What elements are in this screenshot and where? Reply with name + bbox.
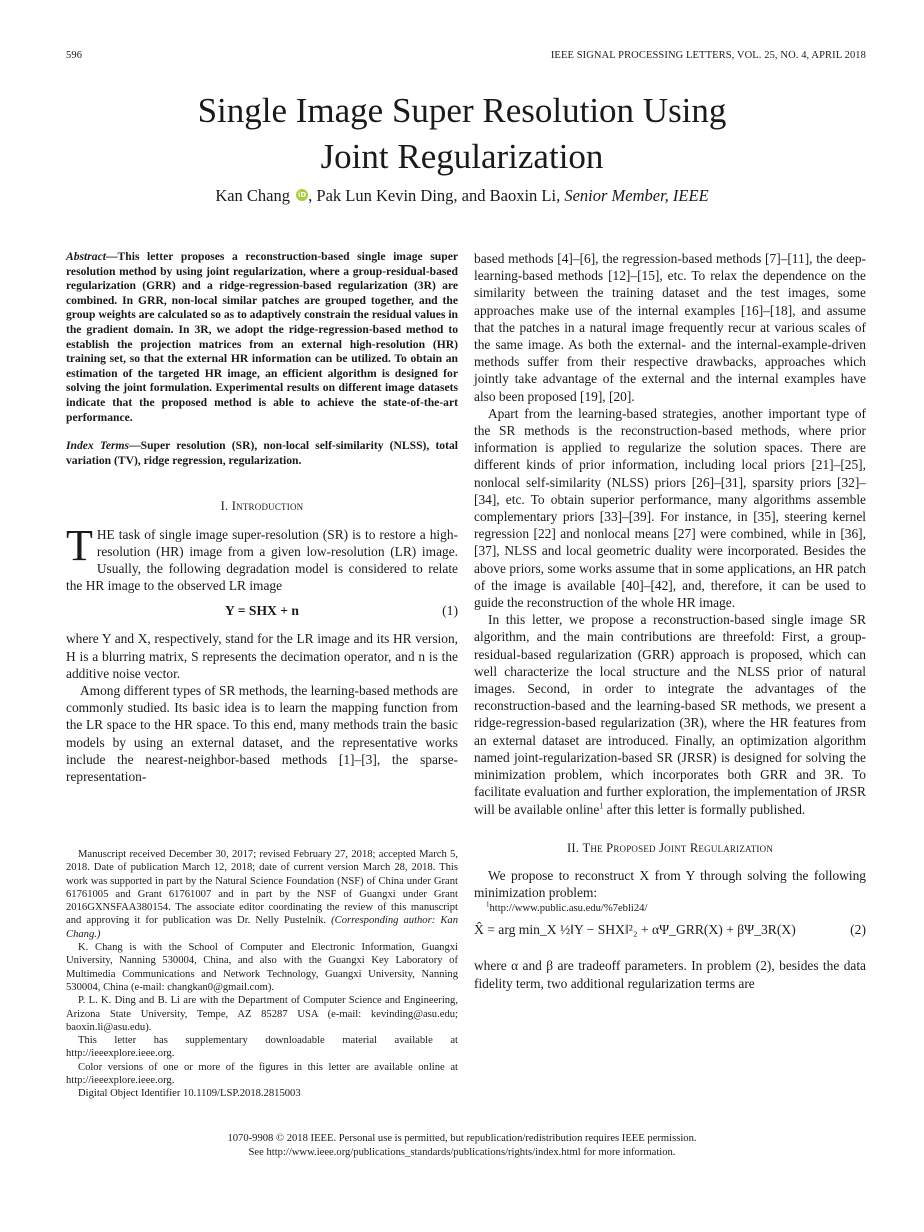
- intro-p1-text: HE task of single image super-resolution (SR) is to restore a high-resolution (HR) image from a given low-resolution (LR) image. Usually, the following degradation model is considered to relate the HR image to the observed LR image: [66, 526, 458, 594]
- right-p3-end: after this letter is formally published.: [603, 801, 806, 817]
- right-paragraph-5: where α and β are tradeoff parameters. In problem (2), besides the data fidelity term, two additional regularization terms are: [474, 958, 866, 991]
- index-terms-lead: Index Terms: [66, 439, 130, 453]
- right-p3-text: In this letter, we propose a reconstruction-based single image SR algorithm, and the main contributions are threefold: First, a group-residual-based regularization (GRR) approach is proposed, which can well characterize the local structure and the NLSS prior of natural images. Second, in order to integrate the advantages of the reconstruction-based and the learning-based SR methods, we present a ridge-regression-based regularization (3R), where the HR features from an external dataset are introduced. Finally, an optimization algorithm named joint-regularization-based SR (JRSR) is designed for solving the minimization problem, which incorporates both GRR and 3R. To facilitate evaluation and further exploration, the implementation of JRSR will be available online: [474, 612, 866, 817]
- left-column: [66, 250, 458, 785]
- page-number: 596: [66, 50, 83, 61]
- equation-1: [66, 602, 458, 622]
- intro-paragraph-2: where Y and X, respectively, stand for the LR image and its HR version, H is a blurring matrix, S represents the decimation operator, and n is the additive noise vector.: [66, 631, 458, 681]
- orcid-icon[interactable]: iD: [298, 191, 307, 199]
- right-column: [474, 250, 866, 992]
- title-line-1: Single Image Super Resolution Using: [197, 91, 727, 130]
- footnote-supplementary: This letter has supplementary downloadable material available at http://ieeexplore.ieee.org.: [66, 1035, 458, 1060]
- footnote-manuscript: [66, 848, 458, 941]
- paper-title: [0, 88, 924, 180]
- right-paragraph-4: We propose to reconstruct X from Y through solving the following minimization problem:: [474, 867, 866, 901]
- footnote-chang: K. Chang is with the School of Computer and Electronic Information, Guangxi University, Nanning 530004, China, and also with the Guangxi Key Laboratory of Multimedia Communications and Network Technology, Guangxi University, Nanning 530004, China (e-mail: changkan0@gmail.com).: [66, 942, 458, 993]
- section-heading-introduction: [66, 498, 458, 515]
- journal-header: IEEE SIGNAL PROCESSING LETTERS, VOL. 25, NO. 4, APRIL 2018: [550, 50, 866, 61]
- right-paragraph-2: Apart from the learning-based strategies, another important type of the SR methods is the reconstruction-based methods, where prior information is applied to regularize the solution spaces. There are different kinds of prior information, including local priors [21]–[25], nonlocal self-similarity (NLSS) priors [26]–[31], sparsity priors [32]–[34], etc. To obtain superior performance, many algorithms assemble complementary priors [33]–[39]. For instance, in [35], steering kernel regression [22] and nonlocal means [27] were combined, while in [36], [37], NLSS and local geometric duality were incorporated. Besides the above priors, some works assume that in some applications, an HR patch of the image is available [40]–[42], and, therefore, it can be used to guide the reconstruction of the whole HR image.: [474, 405, 866, 611]
- intro-paragraph-3: Among different types of SR methods, the learning-based methods are commonly studied. Its basic idea is to learn the mapping function from the LR space to the HR space. To this end, many methods train the basic models by using an external dataset, and the representative works include the nearest-neighbor-based methods [1]–[3], the sparse-representation-: [66, 682, 458, 784]
- footnote-marker[interactable]: 1: [599, 801, 604, 811]
- abstract-text: —This letter proposes a reconstruction-based single image super resolution method by using joint regularization, where a group-residual-based regularization (GRR) and a ridge-regression-based regularization (3R) are combined. In GRR, non-local similar patches are grouped together, and the group weights are calculated so as to adaptively constrain the residual values in the gradient domain. In 3R, we adopt the ridge-regression-based method to establish the projection matrices from an external high-resolution (HR) training set, so that the external HR information can be utilized. To obtain an estimation of the targeted HR image, an efficient algorithm is designed for solving the joint formulation. Experimental results on different image datasets indicate that the proposed method is able to achieve the state-of-the-art performance.: [66, 250, 458, 424]
- title-line-2: Joint Regularization: [320, 137, 604, 176]
- first-author: Kan Chang: [215, 186, 291, 205]
- section-heading-proposed: [474, 840, 866, 857]
- footnote-color: Color versions of one or more of the figures in this letter are available online at http://ieeexplore.ieee.org.: [66, 1061, 458, 1087]
- right-paragraph-1: based methods [4]–[6], the regression-based methods [7]–[11], the deep-learning-based methods [12]–[15], etc. To relax the dependence on the similarity between the training dataset and the test images, some approaches make use of the internal examples [16]–[18], and assume that the patches in a natural image frequently recur at various scales of the same image. As both the external- and the internal-example-driven methods suffer from their respective drawbacks, approaches which jointly take advantage of the external and the internal examples have also been proposed [19], [20].: [474, 251, 866, 404]
- equation-2-number: (2): [850, 922, 866, 938]
- index-terms-text: —Super resolution (SR), non-local self-similarity (NLSS), total variation (TV), ridge regression, regularization.: [66, 439, 458, 467]
- copyright-line-2: See http://www.ieee.org/publications_standards/publications/rights/index.html for more information.: [248, 1146, 676, 1158]
- drop-cap: T: [66, 520, 93, 570]
- section2-numeral: II.: [566, 840, 583, 855]
- equation-2-body: X̂ = arg min_X ½‖Y − SHX‖²₂ + αΨ_GRR(X) + βΨ_3R(X): [474, 922, 796, 938]
- copyright-line-1: 1070-9908 © 2018 IEEE. Personal use is permitted, but republication/redistribution requires IEEE permission.: [227, 1133, 697, 1144]
- corresponding-author: (Corresponding author: Kan Chang.): [66, 915, 458, 940]
- senior-member: , Senior Member, IEEE: [556, 186, 709, 205]
- section-numeral: I.: [220, 499, 232, 514]
- equation-2: [474, 909, 866, 949]
- right-footnote-url[interactable]: http://www.public.asu.edu/%7ebli24/: [489, 903, 648, 914]
- equation-1-body: Y = SHX + n: [225, 603, 299, 619]
- index-terms: [66, 439, 458, 468]
- footnote-manuscript-text: Manuscript received December 30, 2017; revised February 27, 2018; accepted March 5, 2018. Date of publication March 12, 2018; date of current version March 28, 2018. This work was supported in part by the Natural Science Foundation (NSF) of China under Grant 61761005 and Grant 61761007 and in part by the NSF of Guangxi under Grant 2016GXNSFAA380154. The associate editor coordinating the review of this manuscript and approving it for publication was Dr. Nelly Pustelnik.: [66, 849, 458, 927]
- section-title: Introduction: [231, 499, 304, 514]
- author-line: [0, 186, 924, 206]
- footnote-doi: Digital Object Identifier 10.1109/LSP.2018.2815003: [78, 1088, 301, 1100]
- abstract: [66, 250, 458, 425]
- right-paragraph-3: [474, 611, 866, 817]
- other-authors: , Pak Lun Kevin Ding, and Baoxin Li: [308, 186, 557, 205]
- intro-paragraph-1: [66, 520, 458, 595]
- copyright-notice: [0, 1132, 924, 1160]
- right-footnote: [486, 900, 648, 914]
- footnote-ding-li: P. L. K. Ding and B. Li are with the Department of Computer Science and Engineering, Arizona State University, Tempe, AZ 85287 USA (e-mail: kevinding@asu.edu; baoxin.li@asu.edu).: [66, 995, 458, 1033]
- equation-1-number: (1): [442, 603, 458, 619]
- abstract-lead: Abstract: [66, 250, 106, 263]
- section2-title: The Proposed Joint Regularization: [582, 840, 774, 855]
- footnotes: [66, 848, 458, 1101]
- right-footnote-marker: 1: [486, 900, 490, 909]
